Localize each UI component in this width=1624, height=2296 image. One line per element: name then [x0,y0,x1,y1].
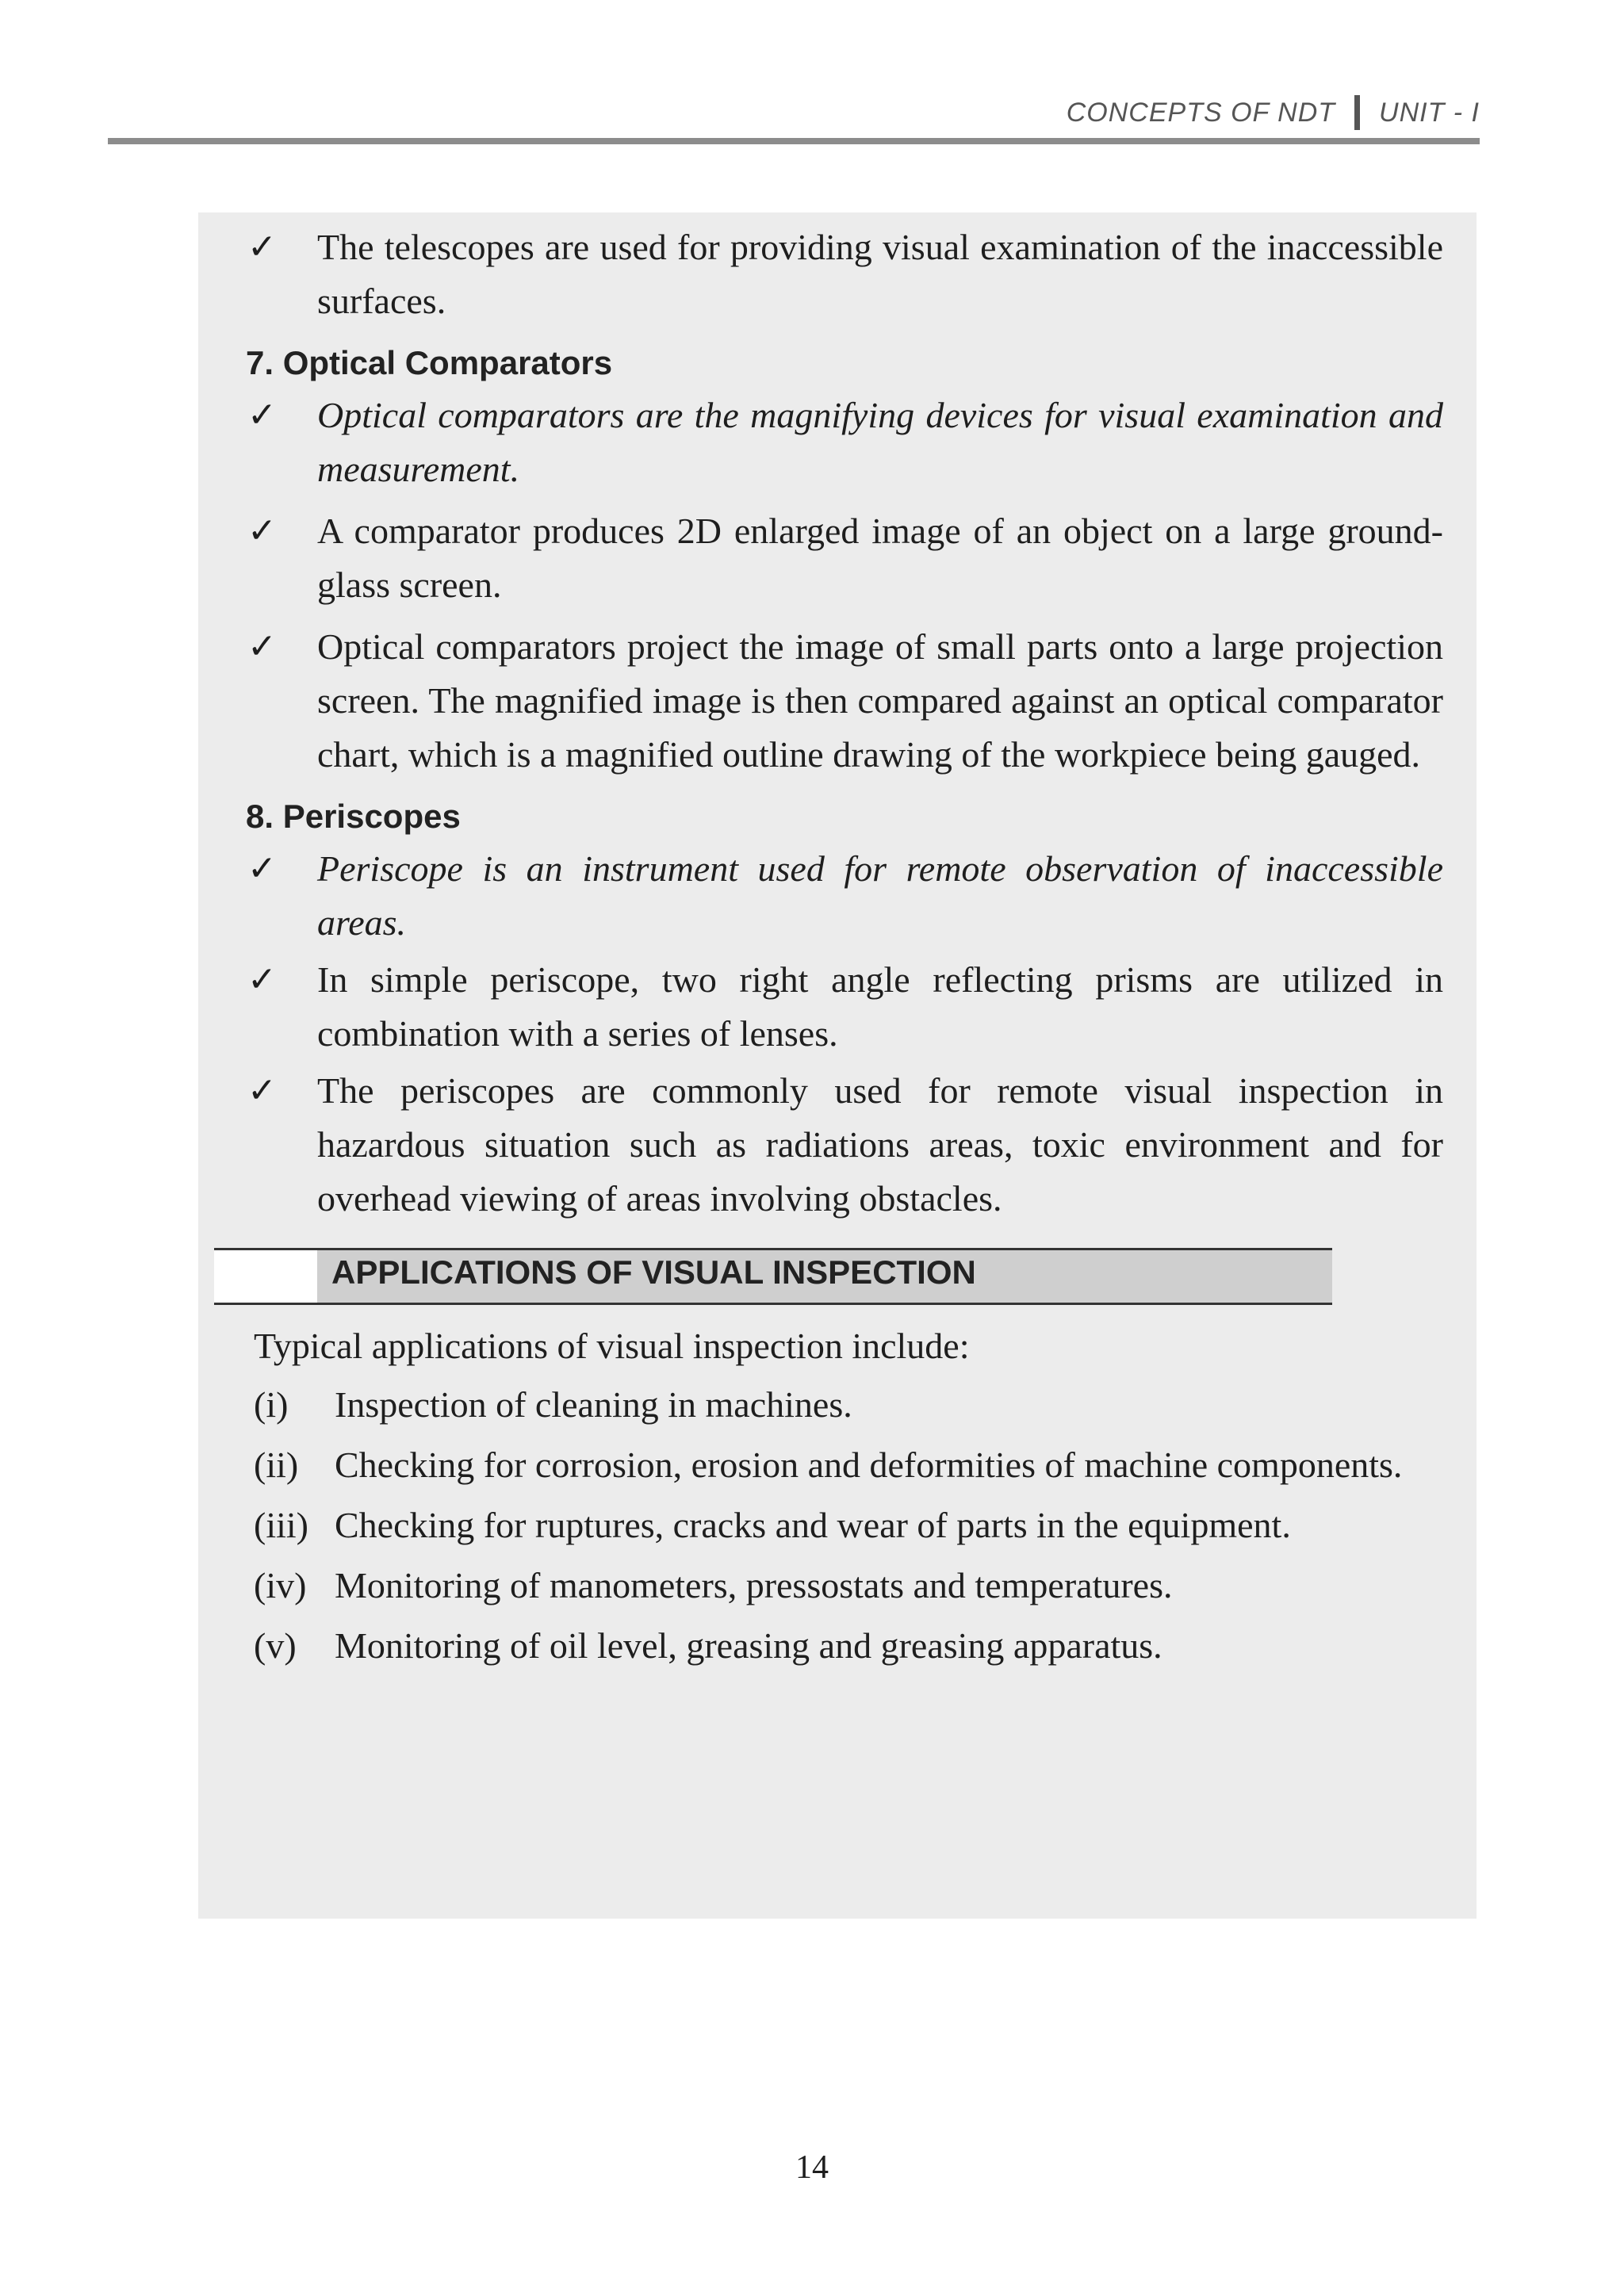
section-title: APPLICATIONS OF VISUAL INSPECTION [331,1253,976,1291]
header-unit: UNIT - I [1379,97,1480,128]
list-item: ✓ In simple periscope, two right angle reflecting prisms are utilized in combination with a series of lenses. [317,953,1443,1061]
telescope-bullet: ✓ The telescopes are used for providing visual examination of the inaccessible surfaces. [317,220,1443,328]
list-item: ✓ The periscopes are commonly used for remote visual inspection in hazardous situation such as radiations areas, toxic environment and for overhead viewing of areas involving obstacles. [317,1064,1443,1226]
list-item: (i) Inspection of cleaning in machines. [254,1378,1443,1432]
item-number: (iii) [254,1505,308,1545]
item-number: (v) [254,1625,297,1666]
section-heading-periscopes: 8. Periscopes [246,798,461,835]
list-item: ✓ Optical comparators project the image of small parts onto a large projection screen. The magnified image is then compared against an optical comparator chart, which is a magnified outline drawing of the workpiece being gauged. [317,620,1443,782]
item-number: (iv) [254,1565,307,1605]
list-item: (iv) Monitoring of manometers, pressostats and temperatures. [254,1559,1443,1613]
check-icon: ✓ [247,227,277,267]
check-icon: ✓ [247,1070,277,1111]
header-separator [1354,95,1360,130]
list-item: ✓ Optical comparators are the magnifying devices for visual examination and measurement. [317,388,1443,496]
banner-block [214,1250,317,1303]
list-item: (ii) Checking for corrosion, erosion and deformities of machine components. [254,1438,1443,1492]
check-icon: ✓ [247,395,277,435]
page-content [246,220,1443,1673]
applications-list [254,1378,1443,1673]
list-item: (v) Monitoring of oil level, greasing and greasing apparatus. [254,1619,1443,1673]
page-header [108,95,1480,143]
page-number: 14 [795,2149,829,2186]
item-number: (ii) [254,1445,299,1485]
list-item: (iii) Checking for ruptures, cracks and wear of parts in the equipment. [254,1498,1443,1552]
list-item: ✓ Periscope is an instrument used for remote observation of inaccessible areas. [317,842,1443,950]
applications-intro: Typical applications of visual inspection include: [254,1326,970,1366]
section-banner [214,1248,1332,1305]
check-icon: ✓ [247,511,277,551]
item-number: (i) [254,1384,289,1425]
check-icon: ✓ [247,848,277,889]
list-item: ✓ A comparator produces 2D enlarged image of an object on a large ground-glass screen. [317,504,1443,612]
header-title: CONCEPTS OF NDT [1066,97,1336,128]
check-icon: ✓ [247,959,277,1000]
section-heading-optical-comparators: 7. Optical Comparators [246,344,613,381]
check-icon: ✓ [247,626,277,667]
header-rule [108,138,1480,144]
